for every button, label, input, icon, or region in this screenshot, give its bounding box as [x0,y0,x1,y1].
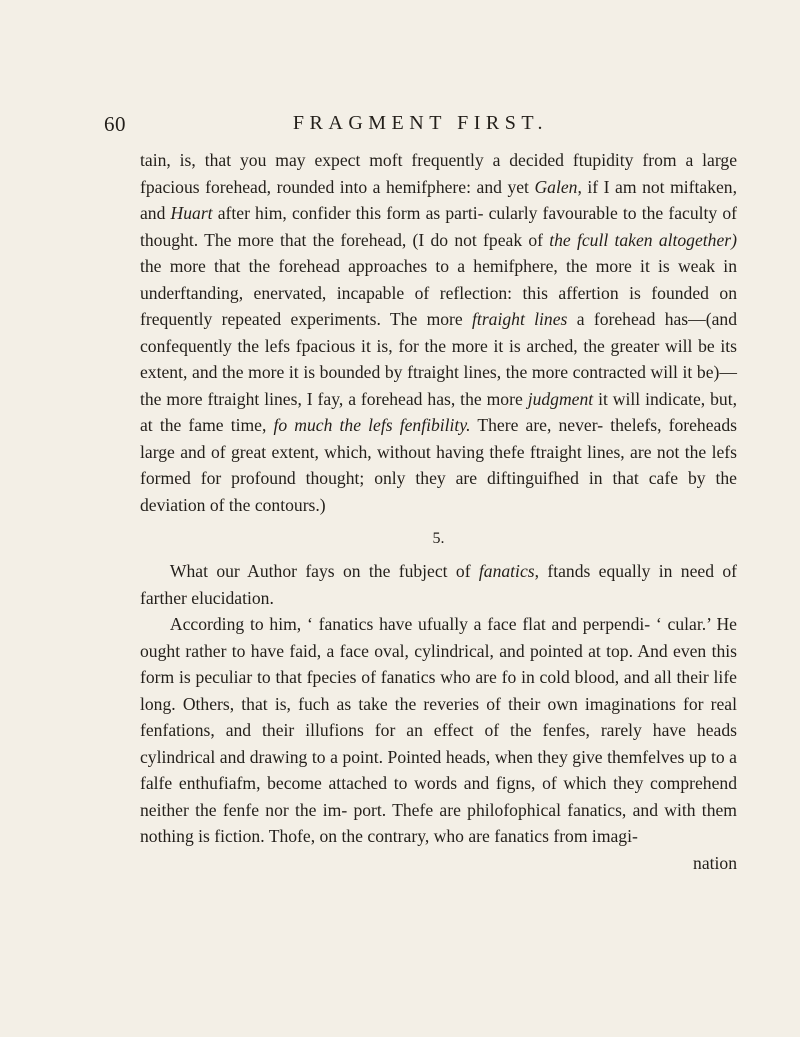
section-number: 5. [432,530,445,547]
text-run: after him, confider this form as parti- cularly favourable to the faculty of thought. The more that the forehead, (I do not fpeak of [140,203,737,250]
page-header [104,112,737,142]
italic-fenfibility: fo much the lefs fenfibility. [273,415,471,435]
italic-ftraight-lines: ftraight lines [472,309,568,329]
paragraph-continuation [140,147,737,518]
page-number: 60 [104,112,126,136]
body-text [140,147,737,876]
text-run: a forehead has—(and confequently the lefs fpacious it is, for the more it is arched, the greater will be its extent, and the more it is bounded by ftraight lines, the more contracted will it be)—the more ftraight lines, I fay, a forehead has, the more [140,309,737,409]
text-run: There are, never- thelefs, foreheads large and of great extent, which, without having thefe ftraight lines, are not the lefs formed for profound thought; only they are diftinguifhed in that cafe by the deviation of the contours.) [140,415,737,515]
text-run: What our Author fays on the fubject of [169,561,479,581]
italic-galen: Galen [534,176,578,197]
italic-huart: Huart [170,203,213,223]
running-title: FRAGMENT FIRST. [292,112,549,134]
text-run: , ftands equally in need of farther elucidation. [140,561,737,608]
italic-judgment: judgment [527,388,594,409]
paragraph-fanatics-intro [140,558,737,611]
text-run: it will indicate, but, at the fame time, [140,388,737,435]
italic-fcull: the fcull taken altogether) [549,229,737,250]
paragraph-last-line: nation [693,852,737,873]
paragraph-fanatics-description: According to him, ‘ fanatics have ufually a face flat and perpendi- ‘ cular.’ He ought rather to have faid, a face oval, cylindrical, and pointed at top. And even this form is peculiar to that fpecies of fanatics who are fo in cold blood, and all their life long. Others, that is, fuch as take the reveries of their own imaginations for real fenfations, and their illufions for an effect of the fenfes, rarely have heads cylindrical and drawing to a point. Pointed heads, when they give themfelves up to a falfe enthufiafm, become attached to words and figns, of which they comprehend neither the fenfe nor the im- port. Thefe are philofophical fanatics, and with them nothing is fiction. Thofe, on the contrary, who are fanatics from imagi- [140,614,737,846]
text-run: tain, is, that you may expect moft frequently a decided ftupidity from a large fpacious forehead, rounded into a hemifphere: and yet [140,150,737,197]
text-run: the more that the forehead approaches to a hemifphere, the more it is weak in underftanding, enervated, incapable of reflection: this affertion is founded on frequently repeated experiments. The more [140,256,737,329]
italic-fanatics: fanatics [478,561,535,581]
text-run: , if I am not miftaken, and [140,176,738,223]
